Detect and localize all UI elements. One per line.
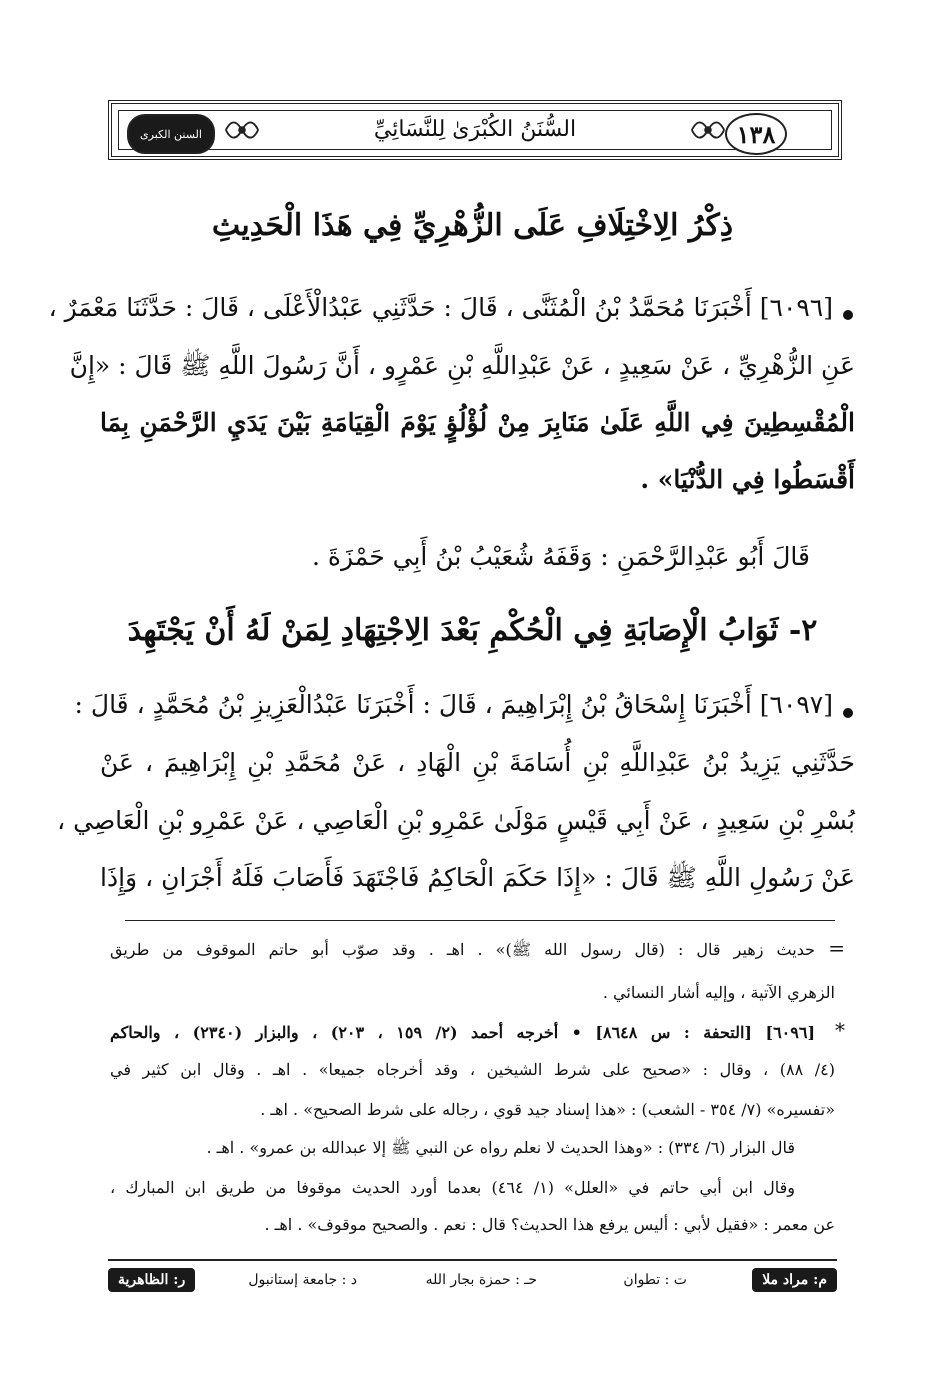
chapter-heading: ٢- ثَوَابُ الْإِصَابَةِ فِي الْحُكْمِ بَعْدَ الِاجْتِهَادِ لِمَنْ لَهُ أَنْ يَجْتَهِدَ — [127, 613, 818, 648]
manuscript-tag: ت : تطوان — [623, 1272, 687, 1288]
footnote-line: «تفسيره» (٧/ ٣٥٤ - الشعب) : «هذا إسناد جيد قوي ، رجاله على شرط الصحيح» . اهـ . — [260, 1100, 835, 1119]
page-number-badge — [725, 113, 787, 155]
author-note: قَالَ أَبُو عَبْدِالرَّحْمَنِ : وَقَفَهُ شُعَيْبُ بْنُ أَبِي حَمْزَةَ . — [311, 542, 810, 571]
footnote-line: (٤/ ٨٨) ، وقال : «صحيح على شرط الشيخين ، وقد أخرجاه جميعا» . اهـ . وقال ابن كثير في — [110, 1060, 835, 1079]
footnote-separator — [125, 920, 835, 921]
bottom-rule — [108, 1259, 837, 1261]
continuation-mark: = — [828, 936, 845, 960]
footnote-line: عن معمر : «فقيل لأبي : أليس يرفع هذا الحديث؟ قال : نعم . والصحيح موقوف» . اهـ . — [264, 1215, 835, 1234]
manuscript-tag: د : جامعة إستانبول — [248, 1272, 357, 1288]
manuscript-tag: م: مراد ملا — [752, 1268, 837, 1292]
hadith-line: بُسْرِ بْنِ سَعِيدٍ ، عَنْ أَبِي قَيْسٍ مَوْلَىٰ عَمْرِو بْنِ الْعَاصِي ، عَنْ عَمْرِو بْنِ الْعَاصِي ، — [57, 806, 855, 835]
bullet-icon — [843, 310, 853, 320]
manuscript-tag: ر: الظاهرية — [108, 1268, 195, 1292]
hadith-line: حَدَّثَنِي يَزِيدُ بْنُ عَبْدِاللَّهِ بْنِ أُسَامَةَ بْنِ الْهَادِ ، عَنْ مُحَمَّدِ بْنِ إِبْرَاهِيمَ ، عَنْ — [100, 748, 855, 777]
footnote-line: قال البزار (٦/ ٣٣٤) : «وهذا الحديث لا نعلم رواه عن النبي ﷺ إلا عبدالله بن عمرو» . اهـ . — [206, 1138, 795, 1157]
book-title: السُّنَنُ الكُبْرَىٰ لِلنَّسَائِيِّ — [373, 117, 577, 142]
hadith-line: عَنْ رَسُولِ اللَّهِ ﷺ قَالَ : «إِذَا حَكَمَ الْحَاكِمُ فَاجْتَهَدَ فَأَصَابَ فَلَهُ أَجْرَانِ ، وَإِذَا — [100, 863, 855, 892]
hadith-line: عَنِ الزُّهْرِيِّ ، عَنْ سَعِيدٍ ، عَنْ عَبْدِاللَّهِ بْنِ عَمْرٍو ، أَنَّ رَسُولَ اللَّهِ ﷺ قَالَ : «إِنَّ — [69, 351, 855, 380]
hadith-line: الْمُقْسِطِينَ فِي اللَّهِ عَلَىٰ مَنَابِرَ مِنْ لُؤْلُؤٍ يَوْمَ الْقِيَامَةِ بَيْنَ يَدَيِ الرَّحْمَنِ بِمَا — [100, 408, 855, 437]
bullet-icon — [843, 708, 853, 718]
hadith-line: [٦٠٩٦] أَخْبَرَنَا مُحَمَّدُ بْنُ الْمُثَنَّى ، قَالَ : حَدَّثَنِي عَبْدُالْأَعْلَى ، قَالَ : حَدَّثَنَا مَعْمَرٌ ، — [48, 293, 833, 322]
footnote-line: حديث زهير قال : (قال رسول الله ﷺ)» . اهـ . وقد صوّب أبو حاتم الموقوف من طريق — [110, 940, 815, 959]
footnote-line: وقال ابن أبي حاتم في «العلل» (١/ ٤٦٤) بعدما أورد الحديث موقوفا من طريق ابن المبارك ، — [110, 1178, 796, 1197]
header-frame — [118, 110, 832, 150]
footnote-line: الزهري الآتية ، وإليه أشار النسائي . — [602, 983, 835, 1002]
page-number: ١٣٨ — [736, 119, 776, 149]
footnote-line: [٦٠٩٦] [التحفة : س ٨٦٤٨] • أخرجه أحمد (٢/ ١٥٩ ، ٢٠٣) ، والبزار (٢٣٤٠) ، والحاكم — [110, 1023, 816, 1042]
ornament-icon — [689, 111, 727, 149]
hadith-line: أَقْسَطُوا فِي الدُّنْيَا» . — [640, 465, 855, 494]
hadith-line: [٦٠٩٧] أَخْبَرَنَا إِسْحَاقُ بْنُ إِبْرَاهِيمَ ، قَالَ : أَخْبَرَنَا عَبْدُالْعَزِيزِ بْنُ مُحَمَّدٍ ، قَالَ : — [74, 690, 833, 719]
manuscripts-legend — [108, 1266, 837, 1296]
section-heading: ذِكْرُ الِاخْتِلَافِ عَلَى الزُّهْرِيِّ فِي هَذَا الْحَدِيثِ — [211, 208, 734, 243]
book-logo-text: السنن الكبرى — [140, 127, 202, 141]
page-header — [108, 100, 842, 160]
star-mark: * — [835, 1018, 845, 1042]
manuscript-tag: حـ : حمزة بجار الله — [425, 1272, 537, 1288]
